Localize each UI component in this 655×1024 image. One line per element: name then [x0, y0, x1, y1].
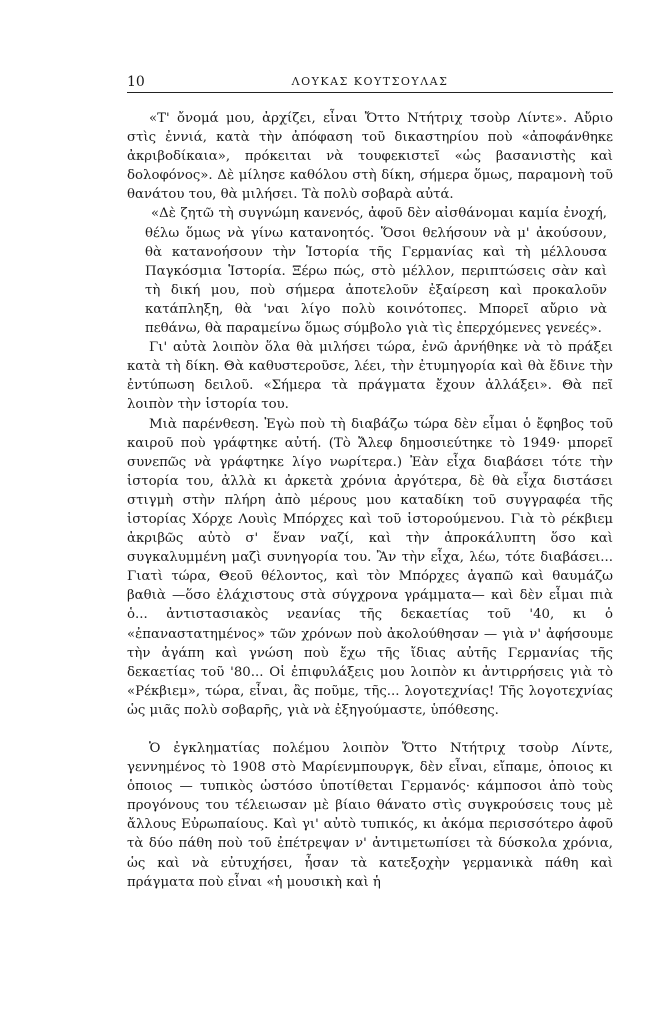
body-text	[127, 109, 613, 892]
running-head: ΛΟΥΚΑΣ ΚΟΥΤΣΟΥΛΑΣ	[291, 75, 449, 88]
paragraph: Γι' αὐτὰ λοιπὸν ὅλα θὰ μιλήσει τώρα, ἐνῶ ἀρνήθηκε νὰ τὸ πράξει κατὰ τὴ δίκη. Θὰ καθυστεροῦσε, λέει, τὴν ἐτυμηγορία καὶ θὰ ἔδινε τὴν ἐντύπωση δειλοῦ. «Σήμερα τὰ πράγματα ἔχουν ἀλλάξει». Θὰ πεῖ λοιπὸν τὴν ἱστορία του.	[127, 340, 613, 413]
section-break	[127, 720, 613, 739]
paragraph: «Τ' ὄνομά μου, ἀρχίζει, εἶναι Ὄττο Ντήτριχ τσοὺρ Λίντε». Αὔριο στὶς ἐννιά, κατὰ τὴν ἀπόφαση τοῦ δικαστηρίου ποὺ «ἀποφάνθηκε ἀκριβοδίκαια», πρόκειται νὰ τουφεκιστεῖ «ὡς βασανιστὴς καὶ δολοφόνος». Δὲ μίλησε καθόλου στὴ δίκη, σήμερα ὅμως, παραμονὴ τοῦ θανάτου του, θὰ μιλήσει. Τὰ πολὺ σοβαρὰ αὐτά.	[127, 111, 613, 203]
paragraph: Μιὰ παρένθεση. Ἐγὼ ποὺ τὴ διαβάζω τώρα δὲν εἶμαι ὁ ἔφηβος τοῦ καιροῦ ποὺ γράφτηκε αὐτή. (Τὸ Ἄλεφ δημοσιεύτηκε τὸ 1949· μπορεῖ συνεπῶς νὰ γράφτηκε λίγο νωρίτερα.) Ἐὰν εἶχα διαβάσει τότε τὴν ἱστορία του, ἀλλὰ κι ἀρκετὰ χρόνια ἀργότερα, δὲ θὰ εἶχα διστάσει στιγμὴ στὴν πλήρη ἀπὸ μέρους μου καταδίκη τοῦ συγγραφέα τῆς ἱστορίας Χόρχε Λουὶς Μπόρχες καὶ τοῦ ἱστορούμενου. Γιὰ τὸ ρέκβιεμ ἀκριβῶς αὐτὸ σ' ἕναν ναζί, καὶ τὴν ἀπροκάλυπτη ὅσο καὶ συγκαλυμμένη μαζὶ συνηγορία του. Ἂν τὴν εἶχα, λέω, τότε διαβάσει... Γιατὶ τώρα, Θεοῦ θέλοντος, καὶ τὸν Μπόρχες ἀγαπῶ καὶ θαυμάζω βαθιὰ —ὅσο ἐλάχιστους στὰ σύγχρονα γράμματα— καὶ δὲν εἶμαι πιὰ ὁ... ἀντιστασιακὸς νεανίας τῆς δεκαετίας τοῦ '40, κι ὁ «ἐπαναστατημένος» τῶν χρόνων ποὺ ἀκολούθησαν — γιὰ ν' ἀφήσουμε τὴν ἀγάπη καὶ γνώση ποὺ ἔχω τῆς ἴδιας αὐτῆς Γερμανίας τῆς δεκαετίας τοῦ '80... Οἱ ἐπιφυλάξεις μου λοιπὸν κι ἀντιρρήσεις γιὰ τὸ «Ρέκβιεμ», τώρα, εἶναι, ἂς ποῦμε, τῆς... λογοτεχνίας! Τῆς λογοτεχνίας ὡς μιᾶς πολὺ σοβαρῆς, γιὰ νὰ ἐξηγούμαστε, ὑπόθεσης.	[127, 416, 613, 718]
page-header	[127, 72, 613, 93]
paragraph: Ὁ ἐγκληματίας πολέμου λοιπὸν Ὄττο Ντήτριχ τσοὺρ Λίντε, γεννημένος τὸ 1908 στὸ Μαρίενμπουργκ, δὲν εἶναι, εἴπαμε, ὁποιος κι ὁποιος — τυπικὸς ὡστόσο ὑποτίθεται Γερμανός· κάμποσοι ἀπὸ τοὺς προγόνους του τέλειωσαν μὲ βίαιο θάνατο στὶς συγκρούσεις τους μὲ ἄλλους Εὐρωπαίους. Καὶ γι' αὐτὸ τυπικός, κι ἀκόμα περισσότερο ἀφοῦ τὰ δύο πάθη ποὺ τοῦ ἐπέτρεψαν ν' ἀντιμετωπίσει τὰ δύσκολα χρόνια, ὡς καὶ νὰ εὐτυχήσει, ἦσαν τὰ κατεξοχὴν γερμανικὰ πάθη καὶ πράγματα ποὺ εἶναι «ἡ μουσικὴ καὶ ἡ	[127, 741, 613, 890]
book-page	[127, 72, 613, 892]
block-quote: «Δὲ ζητῶ τὴ συγνώμη κανενός, ἀφοῦ δὲν αἰσθάνομαι καμία ἐνοχή, θέλω ὅμως νὰ γίνω κατανοητός. Ὅσοι θελήσουν νὰ μ' ἀκούσουν, θὰ κατανοήσουν τὴν Ἱστορία τῆς Γερμανίας καὶ τὴ μέλλουσα Παγκόσμια Ἱστορία. Ξέρω πώς, στὸ μέλλον, περιπτώσεις σὰν καὶ τὴ δική μου, ποὺ σήμερα ἀποτελοῦν ἐξαίρεση καὶ προκαλοῦν κατάπληξη, θὰ 'ναι λίγο πολὺ κοινότοπες. Μπορεῖ αὔριο νὰ πεθάνω, θὰ παραμείνω ὅμως σύμβολο γιὰ τὶς ἐπερχόμενες γενεές».	[145, 206, 607, 337]
page-number: 10	[127, 74, 145, 90]
